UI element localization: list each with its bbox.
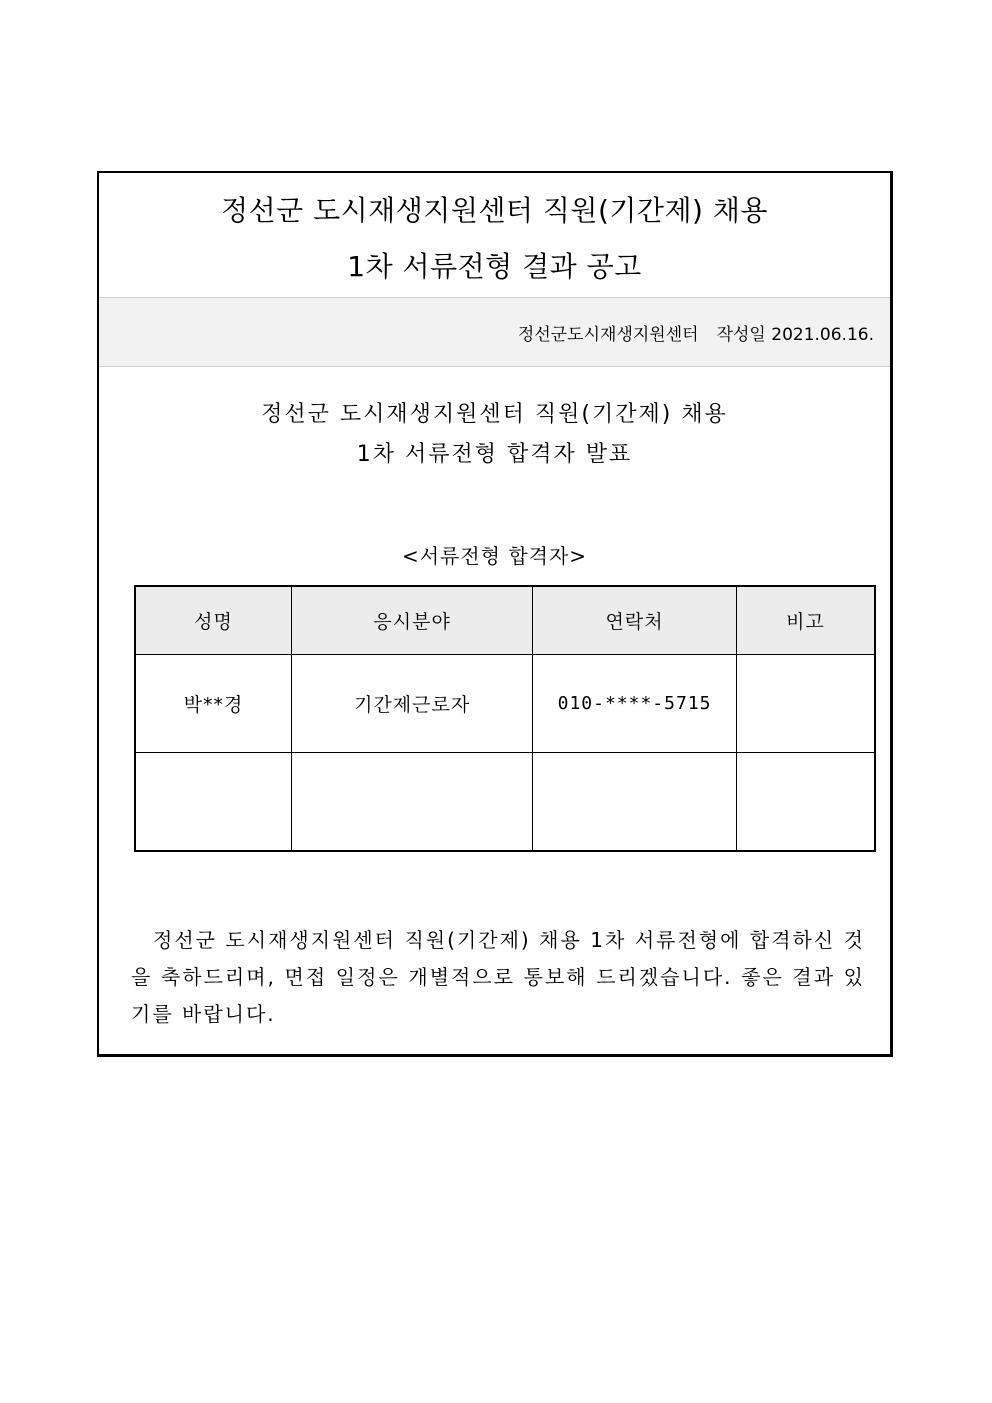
page-title-line-2: 1차 서류전형 결과 공고 (347, 250, 642, 283)
date-value: 2021.06.16. (771, 325, 874, 345)
header-contact: 연락처 (533, 586, 737, 655)
cell-note (736, 753, 875, 852)
table-row (135, 753, 875, 852)
table-row (135, 655, 875, 753)
title-block (99, 173, 890, 298)
notice-paragraph: 정선군 도시재생지원센터 직원(기간제) 채용 1차 서류전형에 합격하신 것을 축하드리며, 면접 일정은 개별적으로 통보해 드리겠습니다. 좋은 결과 있기를 바랍니다. (131, 928, 865, 1026)
header-note: 비고 (736, 586, 875, 655)
subtitle-line-2: 1차 서류전형 합격자 발표 (356, 442, 633, 467)
cell-note (736, 655, 875, 753)
cell-field: 기간제근로자 (292, 655, 533, 753)
header-field: 응시분야 (292, 586, 533, 655)
date-label: 작성일 (716, 325, 766, 345)
author-name: 정선군도시재생지원센터 (517, 325, 699, 345)
header-name: 성명 (135, 586, 292, 655)
table-header-row (135, 586, 875, 655)
cell-contact (533, 753, 737, 852)
subtitle-line-1: 정선군 도시재생지원센터 직원(기간제) 채용 (261, 402, 728, 427)
table-caption: <서류전형 합격자> (401, 544, 588, 568)
cell-field (292, 753, 533, 852)
cell-contact: 010-****-5715 (533, 655, 737, 753)
page-title-line-1: 정선군 도시재생지원센터 직원(기간제) 채용 (221, 194, 768, 227)
meta-band (99, 298, 890, 367)
cell-name (135, 753, 292, 852)
result-table (134, 585, 876, 852)
notice-frame (97, 171, 893, 1057)
meta-info (518, 320, 874, 345)
cell-name: 박**경 (135, 655, 292, 753)
